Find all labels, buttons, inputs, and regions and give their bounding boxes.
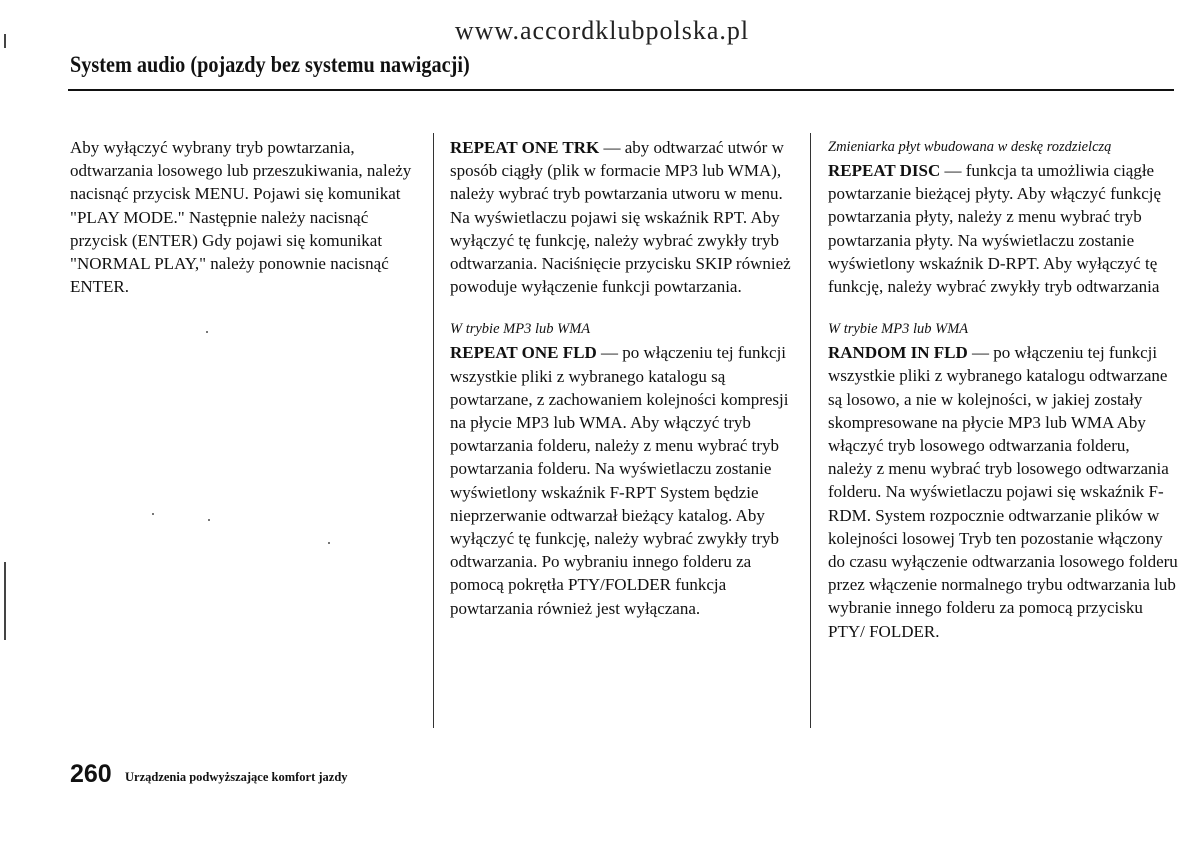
repeat-disc-text: — funkcja ta umożliwia ciągłe powtarzanie bieżącej płyty. Aby włączyć funkcję powtarzania płyty, należy z menu wybrać tryb powtarzania płyty. Na wyświetlaczu zostanie wyświetlony wskaźnik D-RPT. Aby wyłączyć tę funkcję, należy wybrać zwykły tryb odtwarzania	[828, 161, 1162, 297]
title-divider	[68, 89, 1174, 91]
repeat-one-fld-term: REPEAT ONE FLD	[450, 343, 597, 363]
repeat-disc-paragraph	[828, 159, 1178, 298]
repeat-one-trk-term: REPEAT ONE TRK	[450, 138, 600, 157]
mp3-wma-subheading: W trybie MP3 lub WMA	[828, 321, 969, 338]
disc-changer-subheading: Zmieniarka płyt wbudowana w deskę rozdzielczą	[828, 139, 1112, 155]
repeat-one-trk-paragraph	[450, 136, 800, 298]
spacer	[450, 298, 800, 318]
random-in-fld-text: — po włączeniu tej funkcji wszystkie pliki z wybranego katalogu odtwarzane są losowo, a nie w kolejności, w jakiej zostały skompresowane na płycie MP3 lub WMA Aby włączyć tryb losowego odtwarzania folderu, należy z menu wybrać tryb losowego odtwarzania folderu. Na wyświetlaczu pojawi się wskaźnik F-RDM. System rozpocznie odtwarzanie plików w kolejności losowej Tryb ten pozostanie włączony do czasu wyłączenie odtwarzania losowego folderu przez włączenie normalnego trybu odtwarzania lub wybranie innego folderu za pomocą przycisku PTY/ FOLDER.	[828, 343, 1178, 641]
repeat-disc-term: REPEAT DISC	[828, 161, 941, 180]
repeat-one-trk-text: — aby odtwarzać utwór w sposób ciągły (plik w formacie MP3 lub WMA), należy wybrać tryb powtarzania utworu w menu. Na wyświetlaczu pojawi się wskaźnik RPT. Aby wyłączyć tę funkcję, należy wybrać zwykły tryb odtwarzania. Naciśnięcie przycisku SKIP również powoduje wyłączenie funkcji powtarzania.	[450, 138, 791, 297]
section-title: System audio (pojazdy bez systemu nawigacji)	[70, 52, 470, 77]
random-in-fld-paragraph	[828, 341, 1178, 643]
page-number: 260	[70, 760, 112, 788]
repeat-one-fld-paragraph	[450, 341, 800, 619]
scan-speck	[328, 542, 330, 544]
column-divider-left	[433, 133, 434, 728]
column-middle	[450, 136, 800, 620]
scan-edge-mark	[4, 562, 6, 640]
spacer	[828, 298, 1178, 318]
watermark-url: www.accordklubpolska.pl	[454, 16, 750, 45]
random-in-fld-term: RANDOM IN FLD	[828, 343, 968, 363]
scan-edge-mark	[4, 34, 6, 48]
scan-speck	[206, 331, 208, 333]
column-divider-right	[810, 133, 811, 728]
paragraph-disable-mode: Aby wyłączyć wybrany tryb powtarzania, odtwarzania losowego lub przeszukiwania, należy nacisnąć przycisk MENU. Pojawi się komunikat "PLAY MODE." Następnie należy nacisnąć przycisk (ENTER) Gdy pojawi się komunikat "NORMAL PLAY," należy ponownie nacisnąć ENTER.	[70, 138, 412, 297]
chapter-title: Urządzenia podwyższające komfort jazdy	[125, 770, 348, 784]
mp3-wma-subheading: W trybie MP3 lub WMA	[450, 321, 591, 338]
scan-speck	[208, 519, 210, 521]
column-left	[70, 136, 420, 298]
scan-speck	[152, 513, 154, 515]
repeat-one-fld-text: — po włączeniu tej funkcji wszystkie pliki z wybranego katalogu są powtarzane, z zachowaniem kolejności kompresji na płycie MP3 lub WMA. Aby włączyć tryb powtarzania folderu, należy z menu wybrać tryb powtarzania folderu. Na wyświetlaczu zostanie wyświetlony wskaźnik F-RPT System będzie nieprzerwanie odtwarzał bieżący katalog. Aby wyłączyć tę funkcję, należy wybrać zwykły tryb odtwarzania. Po wybraniu innego folderu za pomocą pokrętła PTY/FOLDER funkcja powtarzania również jest wyłączana.	[450, 343, 789, 618]
column-right	[828, 136, 1178, 643]
